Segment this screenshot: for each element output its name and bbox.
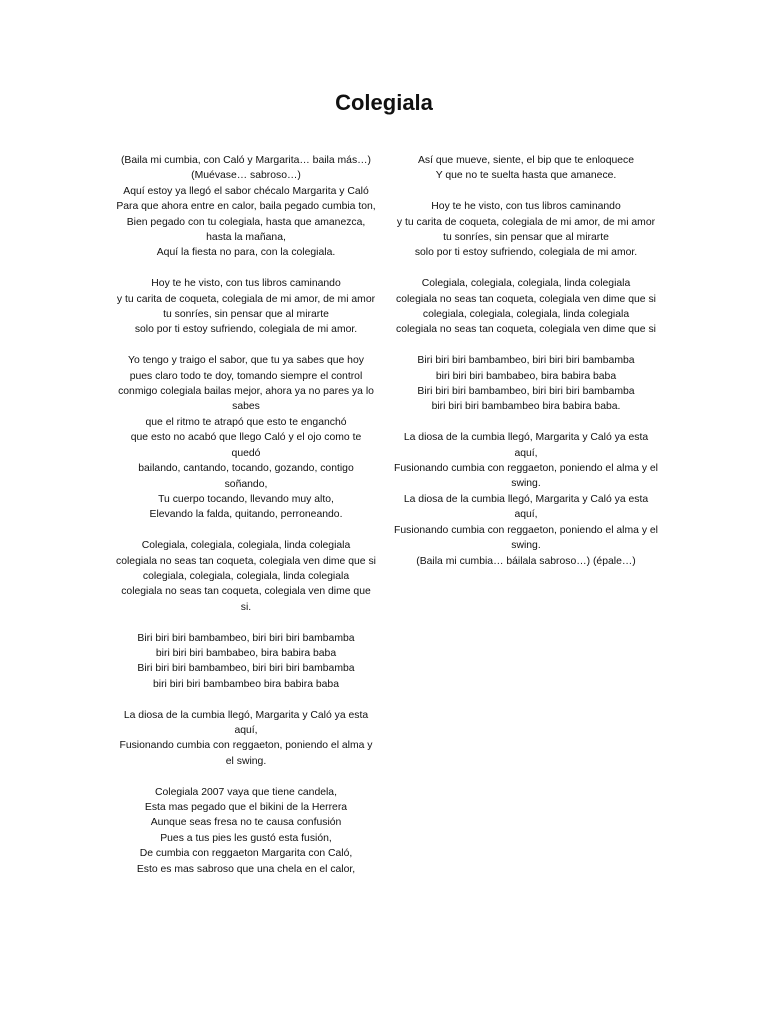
lyrics-line: y tu carita de coqueta, colegiala de mi amor, de mi amor (116, 293, 376, 305)
lyrics-line: colegiala no seas tan coqueta, colegiala ven dime que si (396, 324, 656, 336)
lyrics-line: colegiala no seas tan coqueta, colegiala ven dime que si (396, 293, 656, 305)
lyrics-line: tu sonríes, sin pensar que al mirarte (443, 232, 609, 244)
lyrics-line: tu sonríes, sin pensar que al mirarte (163, 309, 329, 321)
lyrics-stanza (116, 708, 376, 770)
lyrics-line: La diosa de la cumbia llegó, Margarita y Caló ya esta aquí, (403, 432, 649, 459)
lyrics-stanza (116, 153, 376, 261)
lyrics-line: que esto no acabó que llego Caló y el ojo como te quedó (130, 432, 362, 459)
lyrics-line: (Muévase… sabroso…) (191, 170, 301, 182)
lyrics-right-column (392, 153, 660, 584)
lyrics-line: Pues a tus pies les gustó esta fusión, (160, 832, 332, 844)
lyrics-line: (Baila mi cumbia, con Caló y Margarita… baila más…) (120, 155, 372, 166)
lyrics-line: biri biri biri bambambeo bira babira baba (153, 678, 339, 690)
lyrics-stanza (392, 430, 660, 569)
lyrics-stanza (392, 353, 660, 415)
lyrics-line: colegiala no seas tan coqueta, colegiala ven dime que si (116, 555, 376, 567)
lyrics-line: Para que ahora entre en calor, baila pegado cumbia ton, (116, 201, 376, 213)
lyrics-line: Aunque seas fresa no te causa confusión (150, 817, 342, 829)
lyrics-line: Fusionando cumbia con reggaeton, poniendo el alma y el swing. (394, 524, 658, 552)
lyrics-line: Hoy te he visto, con tus libros caminando (431, 201, 621, 213)
lyrics-line: Fusionando cumbia con reggaeton, poniendo el alma y el swing. (119, 740, 373, 767)
lyrics-stanza (392, 199, 660, 261)
lyrics-line: y tu carita de coqueta, colegiala de mi amor, de mi amor (396, 216, 656, 228)
lyrics-line: biri biri biri bambabeo, bira babira baba (155, 647, 337, 659)
lyrics-line: solo por ti estoy sufriendo, colegiala de mi amor. (414, 247, 638, 259)
lyrics-line: Hoy te he visto, con tus libros caminando (151, 278, 341, 290)
lyrics-line: colegiala, colegiala, colegiala, linda colegiala (142, 570, 350, 582)
lyrics-line: Biri biri biri bambambeo, biri biri biri bambamba (417, 355, 635, 367)
lyrics-left-column (116, 153, 376, 892)
lyrics-line: Tu cuerpo tocando, llevando muy alto, (158, 493, 334, 505)
lyrics-stanza (392, 153, 660, 184)
lyrics-line: conmigo colegiala bailas mejor, ahora ya no pares ya lo sabes (118, 386, 374, 413)
lyrics-stanza (392, 276, 660, 338)
lyrics-line: (Baila mi cumbia… báilala sabroso…) (épale…) (416, 555, 636, 567)
lyrics-stanza (116, 785, 376, 877)
lyrics-line: Esto es mas sabroso que una chela en el calor, (136, 863, 356, 875)
lyrics-line: Biri biri biri bambambeo, biri biri biri bambamba (137, 632, 355, 644)
lyrics-line: Colegiala, colegiala, colegiala, linda colegiala (141, 540, 351, 552)
lyrics-line: Aquí estoy ya llegó el sabor chécalo Margarita y Caló (123, 185, 369, 197)
lyrics-stanza (116, 631, 376, 693)
lyrics-line: biri biri biri bambambeo bira babira baba. (431, 401, 621, 413)
lyrics-line: bailando, cantando, tocando, gozando, contigo soñando, (138, 463, 354, 490)
lyrics-line: que el ritmo te atrapó que esto te enganchó (145, 416, 347, 428)
page-title: Colegiala (335, 90, 433, 115)
lyrics-line: De cumbia con reggaeton Margarita con Caló, (139, 848, 353, 860)
lyrics-line: Así que mueve, siente, el bip que te enloquece (417, 155, 635, 166)
lyrics-line: Bien pegado con tu colegiala, hasta que amanezca, hasta la mañana, (126, 216, 366, 244)
lyrics-line: Esta mas pegado que el bikini de la Herrera (144, 801, 348, 813)
lyrics-line: colegiala no seas tan coqueta, colegiala ven dime que si. (121, 586, 371, 613)
lyrics-line: Fusionando cumbia con reggaeton, poniendo el alma y el swing. (394, 463, 658, 490)
lyrics-line: pues claro todo te doy, tomando siempre el control (129, 370, 363, 382)
lyrics-line: biri biri biri bambabeo, bira babira baba (435, 370, 617, 382)
lyrics-line: La diosa de la cumbia llegó, Margarita y Caló ya esta aquí, (403, 493, 649, 521)
lyrics-line: Colegiala 2007 vaya que tiene candela, (155, 786, 337, 798)
lyrics-line: Y que no te suelta hasta que amanece. (435, 170, 617, 182)
lyrics-stanza (116, 276, 376, 338)
lyrics-line: Yo tengo y traigo el sabor, que tu ya sabes que hoy (128, 355, 364, 367)
lyrics-line: La diosa de la cumbia llegó, Margarita y Caló ya esta aquí, (123, 709, 369, 736)
lyrics-line: Elevando la falda, quitando, perroneando. (149, 509, 343, 521)
lyrics-line: Biri biri biri bambambeo, biri biri biri bambamba (137, 663, 355, 675)
lyrics-stanza (116, 538, 376, 615)
lyrics-line: colegiala, colegiala, colegiala, linda colegiala (422, 309, 630, 321)
lyrics-line: Biri biri biri bambambeo, biri biri biri bambamba (417, 386, 635, 398)
lyrics-line: Aquí la fiesta no para, con la colegiala. (156, 247, 336, 259)
lyrics-stanza (116, 353, 376, 522)
lyrics-line: Colegiala, colegiala, colegiala, linda colegiala (421, 278, 631, 290)
lyrics-line: solo por ti estoy sufriendo, colegiala de mi amor. (134, 324, 358, 336)
